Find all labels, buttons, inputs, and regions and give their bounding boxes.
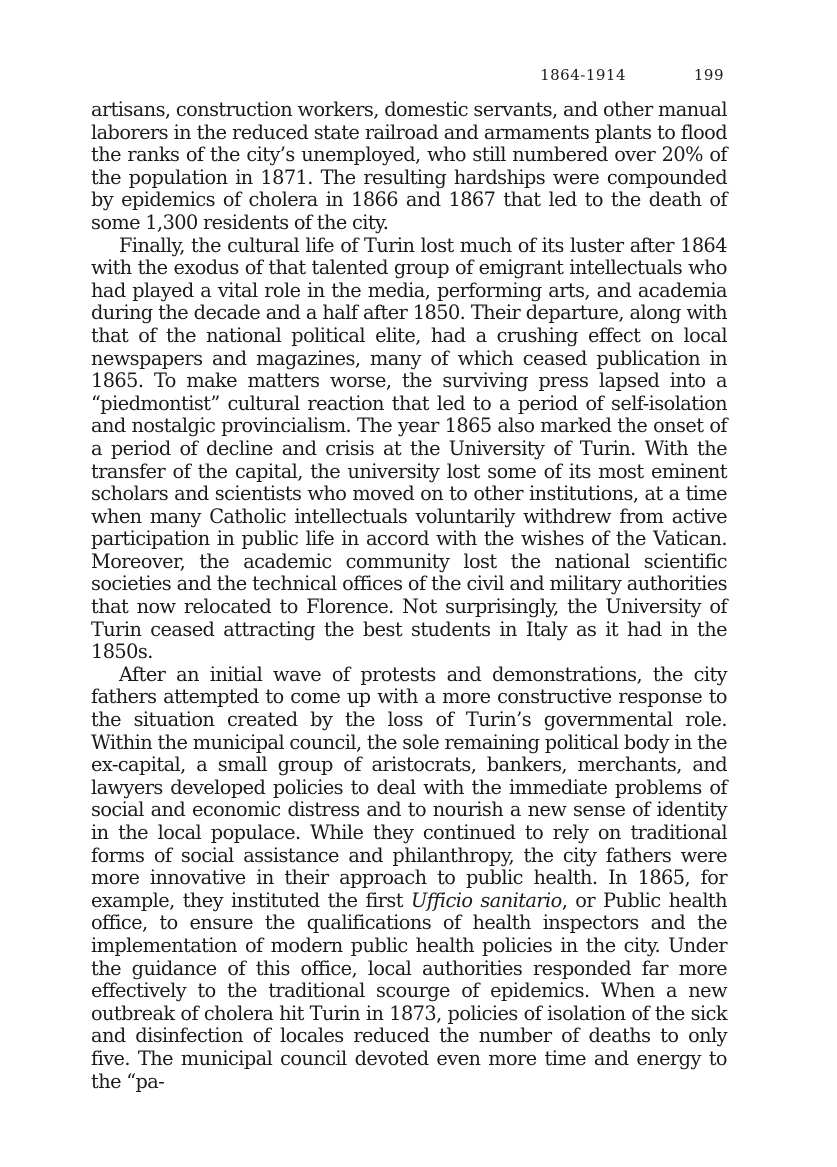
italic-term: Ufficio sanitario bbox=[411, 888, 562, 912]
paragraph-1: artisans, construction workers, domestic servants, and other manual laborers in the reduced state railroad and armaments plants to flood the ranks of the city’s unemployed, who still numbered over 20% of the population in 1871. The resulting hardships were compounded by epidemics of cholera in 1866 and 1867 that led to the death of some 1,300 residents of the city. bbox=[91, 98, 727, 234]
page-number: 199 bbox=[693, 66, 724, 84]
paragraph-3 bbox=[91, 664, 727, 1093]
paragraph-3-text-b: , or Public health office, to ensure the qualifications of health inspectors and the implementation of modern public health policies in the city. Under the guidance of this office, local authorities responded far more effectively to the traditional scourge of epidemics. When a new outbreak of cholera hit Turin in 1873, policies of isolation of the sick and disinfection of locales reduced the number of deaths to only five. The municipal council devoted even more time and energy to the “pa- bbox=[91, 888, 727, 1093]
running-head bbox=[90, 66, 726, 86]
paragraph-2: Finally, the cultural life of Turin lost much of its luster after 1864 with the exodus of that talented group of emigrant intellectuals who had played a vital role in the media, performing arts, and academia during the decade and a half after 1850. Their departure, along with that of the national political elite, had a crushing effect on local newspapers and magazines, many of which ceased publication in 1865. To make matters worse, the surviving press lapsed into a “piedmontist” cultural reaction that led to a period of self-isolation and nostalgic provincialism. The year 1865 also marked the onset of a period of decline and crisis at the University of Turin. With the transfer of the capital, the university lost some of its most eminent scholars and scientists who moved on to other institutions, at a time when many Catholic intellectuals voluntarily withdrew from active participation in public life in accord with the wishes of the Vatican. Moreover, the academic community lost the national scientific societies and the technical offices of the civil and military authorities that now relocated to Florence. Not surprisingly, the University of Turin ceased attracting the best students in Italy as it had in the 1850s. bbox=[91, 233, 727, 664]
paragraph-3-text-a: After an initial wave of protests and demonstrations, the city fathers attempted to come up with a more constructive response to the situation created by the loss of Turin’s governmental role. Within the municipal council, the sole remaining political body in the ex-capital, a small group of aristocrats, bankers, merchants, and lawyers developed policies to deal with the immediate problems of social and economic distress and to nourish a new sense of identity in the local populace. While they continued to rely on traditional forms of social assistance and philanthropy, the city fathers were more innovative in their approach to public health. In 1865, for example, they instituted the first bbox=[91, 662, 727, 912]
body-text bbox=[91, 99, 727, 1093]
running-head-title: 1864-1914 bbox=[540, 66, 626, 84]
